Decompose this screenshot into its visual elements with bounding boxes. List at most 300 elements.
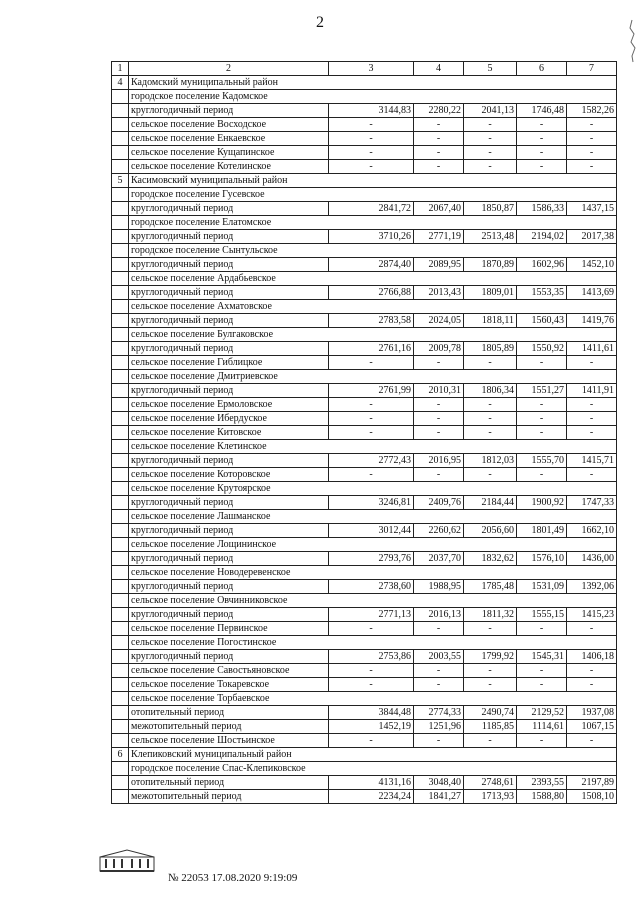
table-row [112, 776, 617, 790]
settlement-name: сельское поселение Котелинское [129, 160, 329, 174]
table-row [112, 426, 617, 440]
tariff-value-col6: 1900,92 [517, 496, 567, 510]
tariff-value-col5: 1809,01 [464, 286, 517, 300]
tariff-value-col6: 1801,49 [517, 524, 567, 538]
table-row [112, 580, 617, 594]
row-number-cell [112, 244, 129, 258]
row-number-cell [112, 216, 129, 230]
period-label: круглогодичный период [129, 524, 329, 538]
empty-value-dash: - [464, 468, 517, 482]
settlement-name: сельское поселение Енкаевское [129, 132, 329, 146]
tariff-value-col4: 2010,31 [414, 384, 464, 398]
period-label: круглогодичный период [129, 314, 329, 328]
settlement-name: сельское поселение Клетинское [129, 440, 617, 454]
tariff-value-col7: 1415,23 [567, 608, 617, 622]
table-row [112, 342, 617, 356]
district-name: Клепиковский муниципальный район [129, 748, 617, 762]
row-number-cell [112, 510, 129, 524]
tariff-value-col5: 2748,61 [464, 776, 517, 790]
tariff-value-col7: 1415,71 [567, 454, 617, 468]
column-header-7: 7 [567, 62, 617, 76]
row-number-cell [112, 160, 129, 174]
tariff-value-col7: 1436,00 [567, 552, 617, 566]
tariff-value-col7: 2017,38 [567, 230, 617, 244]
empty-value-dash: - [464, 398, 517, 412]
empty-value-dash: - [329, 412, 414, 426]
tariff-value-col6: 1545,31 [517, 650, 567, 664]
empty-value-dash: - [414, 412, 464, 426]
tariff-value-col3: 2234,24 [329, 790, 414, 804]
tariff-value-col7: 1406,18 [567, 650, 617, 664]
empty-value-dash: - [414, 678, 464, 692]
tariff-value-col3: 2761,99 [329, 384, 414, 398]
empty-value-dash: - [567, 132, 617, 146]
row-number-cell [112, 258, 129, 272]
column-header-5: 5 [464, 62, 517, 76]
table-row [112, 734, 617, 748]
tariff-value-col5: 2513,48 [464, 230, 517, 244]
tariff-value-col3: 2783,58 [329, 314, 414, 328]
period-label: круглогодичный период [129, 230, 329, 244]
tariff-value-col3: 3710,26 [329, 230, 414, 244]
period-label: межотопительный период [129, 720, 329, 734]
settlement-name: сельское поселение Токаревское [129, 678, 329, 692]
tariff-value-col6: 2393,55 [517, 776, 567, 790]
tariff-value-col7: 1411,61 [567, 342, 617, 356]
tariff-value-col4: 2774,33 [414, 706, 464, 720]
empty-value-dash: - [517, 160, 567, 174]
row-number-cell [112, 762, 129, 776]
tariff-value-col5: 2184,44 [464, 496, 517, 510]
settlement-name: сельское поселение Савостьяновское [129, 664, 329, 678]
empty-value-dash: - [329, 426, 414, 440]
period-label: круглогодичный период [129, 580, 329, 594]
tariff-value-col5: 1850,87 [464, 202, 517, 216]
row-number-cell [112, 90, 129, 104]
tariff-value-col7: 1413,69 [567, 286, 617, 300]
tariff-value-col4: 2003,55 [414, 650, 464, 664]
tariff-value-col6: 2129,52 [517, 706, 567, 720]
period-label: круглогодичный период [129, 104, 329, 118]
row-number-cell [112, 314, 129, 328]
tariff-value-col3: 2841,72 [329, 202, 414, 216]
empty-value-dash: - [567, 426, 617, 440]
tariff-value-col4: 2024,05 [414, 314, 464, 328]
tariff-value-col3: 2738,60 [329, 580, 414, 594]
row-number-cell [112, 412, 129, 426]
empty-value-dash: - [414, 468, 464, 482]
empty-value-dash: - [464, 426, 517, 440]
table-row [112, 412, 617, 426]
settlement-name: городское поселение Елатомское [129, 216, 617, 230]
table-row [112, 566, 617, 580]
tariff-value-col4: 2771,19 [414, 230, 464, 244]
tariff-value-col5: 1832,62 [464, 552, 517, 566]
tariff-value-col5: 2056,60 [464, 524, 517, 538]
row-number-cell [112, 272, 129, 286]
empty-value-dash: - [414, 356, 464, 370]
tariff-value-col3: 2874,40 [329, 258, 414, 272]
empty-value-dash: - [517, 664, 567, 678]
empty-value-dash: - [517, 678, 567, 692]
period-label: межотопительный период [129, 790, 329, 804]
row-number-cell [112, 342, 129, 356]
empty-value-dash: - [414, 622, 464, 636]
empty-value-dash: - [567, 664, 617, 678]
table-row [112, 230, 617, 244]
tariff-value-col6: 2194,02 [517, 230, 567, 244]
tariff-value-col6: 1602,96 [517, 258, 567, 272]
row-number-cell [112, 636, 129, 650]
row-number-cell [112, 188, 129, 202]
row-number-cell [112, 132, 129, 146]
period-label: круглогодичный период [129, 608, 329, 622]
tariff-value-col3: 3246,81 [329, 496, 414, 510]
settlement-name: сельское поселение Ермоловское [129, 398, 329, 412]
table-row [112, 202, 617, 216]
row-number-cell [112, 552, 129, 566]
tariff-value-col7: 1508,10 [567, 790, 617, 804]
row-number-cell [112, 146, 129, 160]
row-number-cell [112, 202, 129, 216]
row-number-cell [112, 566, 129, 580]
empty-value-dash: - [464, 146, 517, 160]
row-number-cell [112, 398, 129, 412]
row-number-cell [112, 300, 129, 314]
empty-value-dash: - [517, 734, 567, 748]
settlement-name: сельское поселение Булгаковское [129, 328, 617, 342]
tariff-value-col3: 4131,16 [329, 776, 414, 790]
district-name: Касимовский муниципальный район [129, 174, 617, 188]
settlement-name: сельское поселение Китовское [129, 426, 329, 440]
tariff-value-col6: 1555,70 [517, 454, 567, 468]
row-number-cell [112, 286, 129, 300]
tariff-value-col4: 1841,27 [414, 790, 464, 804]
table-row [112, 650, 617, 664]
table-row [112, 538, 617, 552]
settlement-name: сельское поселение Погостинское [129, 636, 617, 650]
settlement-name: сельское поселение Ахматовское [129, 300, 617, 314]
row-number-cell [112, 692, 129, 706]
table-row [112, 454, 617, 468]
tariff-value-col5: 1818,11 [464, 314, 517, 328]
tariff-value-col5: 1812,03 [464, 454, 517, 468]
tariff-value-col7: 1419,76 [567, 314, 617, 328]
tariff-value-col6: 1576,10 [517, 552, 567, 566]
settlement-name: сельское поселение Новодеревенское [129, 566, 617, 580]
settlement-name: сельское поселение Дмитриевское [129, 370, 617, 384]
table-body [112, 76, 617, 804]
row-number-cell [112, 622, 129, 636]
empty-value-dash: - [567, 678, 617, 692]
table-row [112, 188, 617, 202]
tariff-value-col6: 1114,61 [517, 720, 567, 734]
row-number-cell [112, 706, 129, 720]
tariff-value-col7: 1067,15 [567, 720, 617, 734]
empty-value-dash: - [464, 118, 517, 132]
table-row [112, 300, 617, 314]
table-row [112, 468, 617, 482]
tariff-value-col6: 1746,48 [517, 104, 567, 118]
period-label: круглогодичный период [129, 650, 329, 664]
table-row [112, 384, 617, 398]
header-row [112, 62, 617, 76]
row-number-cell [112, 104, 129, 118]
table-row [112, 398, 617, 412]
district-name: Кадомский муниципальный район [129, 76, 617, 90]
tariff-value-col4: 2016,95 [414, 454, 464, 468]
settlement-name: городское поселение Сынтульское [129, 244, 617, 258]
tariff-value-col4: 1251,96 [414, 720, 464, 734]
table-row [112, 286, 617, 300]
empty-value-dash: - [329, 664, 414, 678]
building-stamp-icon [98, 848, 156, 874]
tariff-value-col5: 1806,34 [464, 384, 517, 398]
tariff-value-col4: 3048,40 [414, 776, 464, 790]
row-number-cell [112, 356, 129, 370]
column-header-2: 2 [129, 62, 329, 76]
settlement-name: сельское поселение Ардабьевское [129, 272, 617, 286]
empty-value-dash: - [567, 146, 617, 160]
empty-value-dash: - [567, 622, 617, 636]
empty-value-dash: - [567, 356, 617, 370]
table-row [112, 664, 617, 678]
empty-value-dash: - [464, 622, 517, 636]
row-number-cell [112, 524, 129, 538]
empty-value-dash: - [329, 398, 414, 412]
tariff-value-col5: 2490,74 [464, 706, 517, 720]
row-number-cell [112, 426, 129, 440]
empty-value-dash: - [329, 678, 414, 692]
empty-value-dash: - [464, 356, 517, 370]
tariff-value-col4: 2009,78 [414, 342, 464, 356]
tariff-value-col7: 1452,10 [567, 258, 617, 272]
settlement-name: сельское поселение Восходское [129, 118, 329, 132]
tariff-value-col3: 3144,83 [329, 104, 414, 118]
empty-value-dash: - [329, 132, 414, 146]
empty-value-dash: - [517, 146, 567, 160]
tariff-value-col4: 2037,70 [414, 552, 464, 566]
row-number-cell [112, 594, 129, 608]
table-row [112, 132, 617, 146]
row-number-cell [112, 776, 129, 790]
row-number-cell: 6 [112, 748, 129, 762]
table-row [112, 118, 617, 132]
tariff-value-col5: 1811,32 [464, 608, 517, 622]
empty-value-dash: - [517, 468, 567, 482]
empty-value-dash: - [464, 160, 517, 174]
empty-value-dash: - [517, 622, 567, 636]
empty-value-dash: - [567, 412, 617, 426]
row-number-cell: 4 [112, 76, 129, 90]
empty-value-dash: - [567, 160, 617, 174]
empty-value-dash: - [517, 118, 567, 132]
empty-value-dash: - [464, 132, 517, 146]
empty-value-dash: - [414, 118, 464, 132]
row-number-cell [112, 440, 129, 454]
row-number-cell [112, 790, 129, 804]
tariff-value-col5: 1785,48 [464, 580, 517, 594]
tariff-value-col5: 2041,13 [464, 104, 517, 118]
tariff-value-col4: 1988,95 [414, 580, 464, 594]
tariff-value-col7: 1662,10 [567, 524, 617, 538]
table-row [112, 370, 617, 384]
tariff-value-col6: 1586,33 [517, 202, 567, 216]
tariff-value-col4: 2260,62 [414, 524, 464, 538]
period-label: круглогодичный период [129, 552, 329, 566]
settlement-name: сельское поселение Крутоярское [129, 482, 617, 496]
tariff-value-col5: 1805,89 [464, 342, 517, 356]
table-row [112, 146, 617, 160]
tariff-value-col7: 1582,26 [567, 104, 617, 118]
settlement-name: городское поселение Кадомское [129, 90, 617, 104]
row-number-cell [112, 118, 129, 132]
period-label: круглогодичный период [129, 496, 329, 510]
table-row [112, 594, 617, 608]
row-number-cell [112, 384, 129, 398]
table-row [112, 748, 617, 762]
table-row [112, 258, 617, 272]
table-row [112, 496, 617, 510]
row-number-cell [112, 230, 129, 244]
table-row [112, 510, 617, 524]
tariff-value-col6: 1588,80 [517, 790, 567, 804]
tariff-value-col4: 2280,22 [414, 104, 464, 118]
page-number: 2 [316, 14, 324, 31]
tariff-value-col3: 3012,44 [329, 524, 414, 538]
settlement-name: сельское поселение Шостьинское [129, 734, 329, 748]
period-label: круглогодичный период [129, 286, 329, 300]
period-label: круглогодичный период [129, 384, 329, 398]
empty-value-dash: - [414, 160, 464, 174]
empty-value-dash: - [567, 468, 617, 482]
empty-value-dash: - [567, 398, 617, 412]
tariff-value-col4: 2089,95 [414, 258, 464, 272]
empty-value-dash: - [329, 468, 414, 482]
empty-value-dash: - [517, 398, 567, 412]
row-number-cell [112, 370, 129, 384]
row-number-cell [112, 608, 129, 622]
empty-value-dash: - [329, 146, 414, 160]
settlement-name: сельское поселение Ибердуское [129, 412, 329, 426]
table-row [112, 706, 617, 720]
settlement-name: городское поселение Гусевское [129, 188, 617, 202]
tariff-value-col6: 1553,35 [517, 286, 567, 300]
settlement-name: сельское поселение Лашманское [129, 510, 617, 524]
row-number-cell [112, 720, 129, 734]
table-row [112, 622, 617, 636]
table-row [112, 482, 617, 496]
row-number-cell [112, 482, 129, 496]
empty-value-dash: - [329, 356, 414, 370]
empty-value-dash: - [567, 118, 617, 132]
empty-value-dash: - [414, 398, 464, 412]
period-label: отопительный период [129, 706, 329, 720]
empty-value-dash: - [464, 734, 517, 748]
tariff-value-col3: 3844,48 [329, 706, 414, 720]
empty-value-dash: - [464, 664, 517, 678]
empty-value-dash: - [414, 734, 464, 748]
tariff-value-col7: 1747,33 [567, 496, 617, 510]
row-number-cell [112, 650, 129, 664]
column-header-1: 1 [112, 62, 129, 76]
empty-value-dash: - [329, 160, 414, 174]
table-row [112, 76, 617, 90]
row-number-cell [112, 328, 129, 342]
column-header-6: 6 [517, 62, 567, 76]
period-label: круглогодичный период [129, 454, 329, 468]
row-number-cell [112, 454, 129, 468]
tariff-value-col5: 1870,89 [464, 258, 517, 272]
settlement-name: сельское поселение Лощининское [129, 538, 617, 552]
table-row [112, 636, 617, 650]
empty-value-dash: - [414, 664, 464, 678]
row-number-cell [112, 538, 129, 552]
empty-value-dash: - [329, 118, 414, 132]
tariff-value-col6: 1560,43 [517, 314, 567, 328]
tariff-value-col4: 2409,76 [414, 496, 464, 510]
settlement-name: сельское поселение Овчинниковское [129, 594, 617, 608]
table-row [112, 552, 617, 566]
tariff-table [111, 61, 617, 804]
row-number-cell [112, 734, 129, 748]
registration-number: № 22053 17.08.2020 9:19:09 [168, 872, 298, 884]
period-label: круглогодичный период [129, 258, 329, 272]
empty-value-dash: - [517, 426, 567, 440]
settlement-name: сельское поселение Кущапинское [129, 146, 329, 160]
tariff-value-col6: 1555,15 [517, 608, 567, 622]
table-row [112, 440, 617, 454]
tariff-value-col4: 2016,13 [414, 608, 464, 622]
settlement-name: сельское поселение Которовское [129, 468, 329, 482]
tariff-value-col7: 1411,91 [567, 384, 617, 398]
table-row [112, 356, 617, 370]
table-row [112, 174, 617, 188]
table-row [112, 90, 617, 104]
period-label: круглогодичный период [129, 342, 329, 356]
tariff-value-col7: 1937,08 [567, 706, 617, 720]
tariff-value-col6: 1531,09 [517, 580, 567, 594]
table-row [112, 160, 617, 174]
table-row [112, 608, 617, 622]
column-header-3: 3 [329, 62, 414, 76]
row-number-cell: 5 [112, 174, 129, 188]
table-row [112, 790, 617, 804]
empty-value-dash: - [464, 678, 517, 692]
empty-value-dash: - [414, 132, 464, 146]
tariff-value-col5: 1713,93 [464, 790, 517, 804]
empty-value-dash: - [329, 622, 414, 636]
table-row [112, 104, 617, 118]
table-row [112, 720, 617, 734]
row-number-cell [112, 664, 129, 678]
settlement-name: сельское поселение Первинское [129, 622, 329, 636]
row-number-cell [112, 496, 129, 510]
tariff-value-col7: 1392,06 [567, 580, 617, 594]
empty-value-dash: - [517, 356, 567, 370]
table-row [112, 244, 617, 258]
table-row [112, 328, 617, 342]
column-header-4: 4 [414, 62, 464, 76]
tariff-value-col3: 2766,88 [329, 286, 414, 300]
tariff-value-col5: 1799,92 [464, 650, 517, 664]
row-number-cell [112, 678, 129, 692]
empty-value-dash: - [517, 412, 567, 426]
tariff-value-col6: 1550,92 [517, 342, 567, 356]
settlement-name: городское поселение Спас-Клепиковское [129, 762, 617, 776]
empty-value-dash: - [414, 146, 464, 160]
table-row [112, 314, 617, 328]
